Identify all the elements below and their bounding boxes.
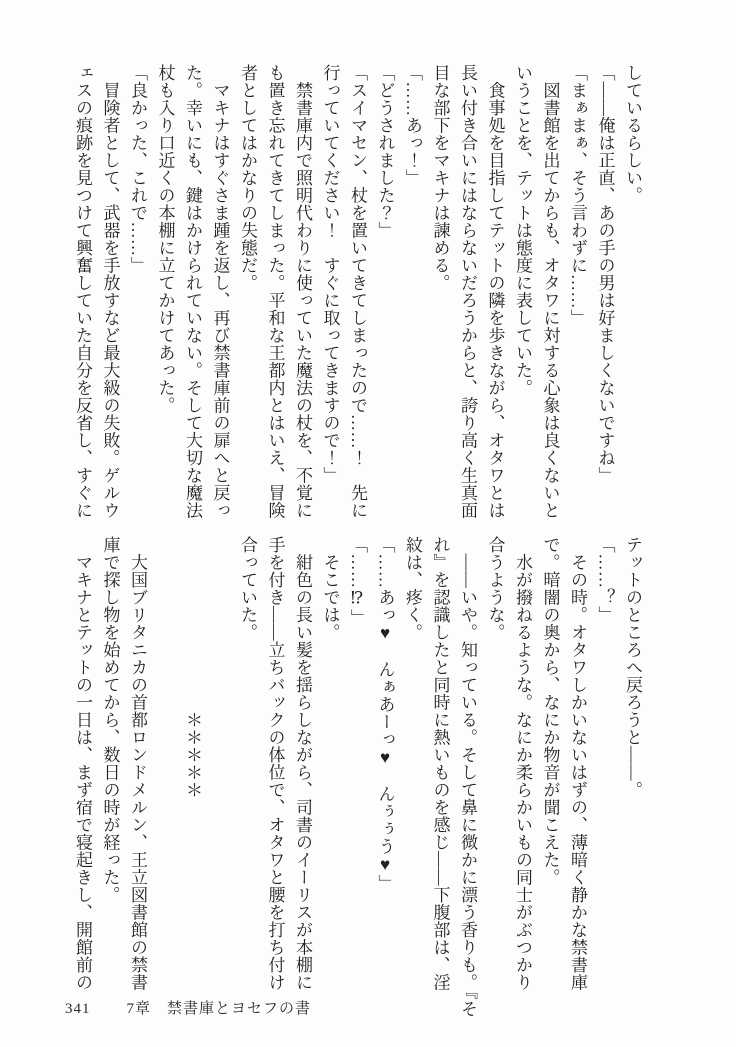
text-column: た。幸いにも、鍵はかけられていない。そして大切な魔法 xyxy=(183,64,202,519)
page-footer xyxy=(65,997,311,1018)
text-column: れ』を認識したと同時に熱いものを感じ——下腹部は、淫 xyxy=(430,536,450,991)
text-column: 合っていた。 xyxy=(238,536,257,641)
text-column: 「……⁉」 xyxy=(348,536,367,627)
chapter-title: 7章 禁書庫とヨセフの書 xyxy=(126,1001,312,1017)
text-column: 庫で探し物を始めてから、数日の時が経った。 xyxy=(100,536,120,904)
text-column: しているらしい。 xyxy=(623,64,642,204)
text-column: 「良かった、これで……」 xyxy=(128,64,147,274)
text-column: 「……あっ♥ んぁあーっ♥ んぅぅう♥」 xyxy=(375,536,395,892)
text-column: 「どうされました？」 xyxy=(375,64,395,239)
text-column: テットのところへ戻ろうと——。 xyxy=(623,536,642,799)
text-column: 目な部下をマキナは諫める。 xyxy=(430,64,450,292)
text-column: 「……あっ！」 xyxy=(403,64,422,187)
text-column: 図書館を出てからも、オタワに対する心象は良くないと xyxy=(540,64,560,519)
text-column: ——いや。知っている。そして鼻に微かに漂う香りも。『そ xyxy=(458,536,477,1018)
text-block-upper xyxy=(69,64,647,522)
scene-break-asterisks: ＊＊＊＊＊ xyxy=(183,536,202,799)
text-column: ェスの痕跡を見つけて興奮していた自分を反省し、すぐに xyxy=(73,64,92,519)
text-column: 合うような。 xyxy=(485,536,505,641)
text-column: 冒険者として、武器を手放すなど最大級の失敗。ゲルウ xyxy=(100,64,120,519)
text-column: 杖も入り口近くの本棚に立てかけてあった。 xyxy=(155,64,175,414)
text-column: 長い付き合いにはならないだろうからと、誇り高く生真面 xyxy=(458,64,477,519)
page-number: 341 xyxy=(65,1001,91,1017)
text-column: 者としてはかなりの失態だ。 xyxy=(238,64,257,292)
text-column: 「スイマセン、杖を置いてきてしまったので……！ 先に xyxy=(348,64,367,519)
text-column: 禁書庫内で照明代わりに使っていた魔法の杖を、不覚に xyxy=(293,64,312,519)
text-column: 「——俺は正直、あの手の男は好ましくないですね」 xyxy=(595,64,615,484)
text-column: 紋は、疼く。 xyxy=(403,536,422,641)
spacer-column xyxy=(206,536,234,994)
text-column: マキナとテットの一日は、まず宿で寝起きし、開館前の xyxy=(73,536,92,991)
text-column: マキナはすぐさま踵を返し、再び禁書庫前の扉へと戻っ xyxy=(210,64,230,519)
text-column: 手を付き——立ちバックの体位で、オタワと腰を打ち付け xyxy=(265,536,285,991)
text-column: 食事処を目指してテットの隣を歩きながら、オタワとは xyxy=(485,64,505,519)
text-column: 「……？」 xyxy=(595,536,615,624)
text-column: いうことを、テットは態度に表していた。 xyxy=(513,64,532,397)
spacer-column xyxy=(151,536,179,994)
text-column: 紺色の長い髪を揺らしながら、司書のイーリスが本棚に xyxy=(293,536,312,991)
text-column: そこでは。 xyxy=(320,536,340,641)
text-column: も置き忘れてきてしまった。平和な王都内とはいえ、冒険 xyxy=(265,64,285,519)
text-column: 行っていてください！ すぐに取ってきますので！」 xyxy=(320,64,340,484)
text-column: 水が撥ねるような。なにか柔らかいもの同士がぶつかり xyxy=(513,536,532,991)
text-column: で。暗闇の奥から、なにか物音が聞こえた。 xyxy=(540,536,560,886)
text-column: 大国ブリタニカの首都ロンドメルン、王立図書館の禁書 xyxy=(128,536,147,991)
text-column: その時。オタワしかいないはずの、薄暗く静かな禁書庫 xyxy=(568,536,587,991)
text-column: 「まぁまぁ、そう言わずに……」 xyxy=(568,64,587,327)
